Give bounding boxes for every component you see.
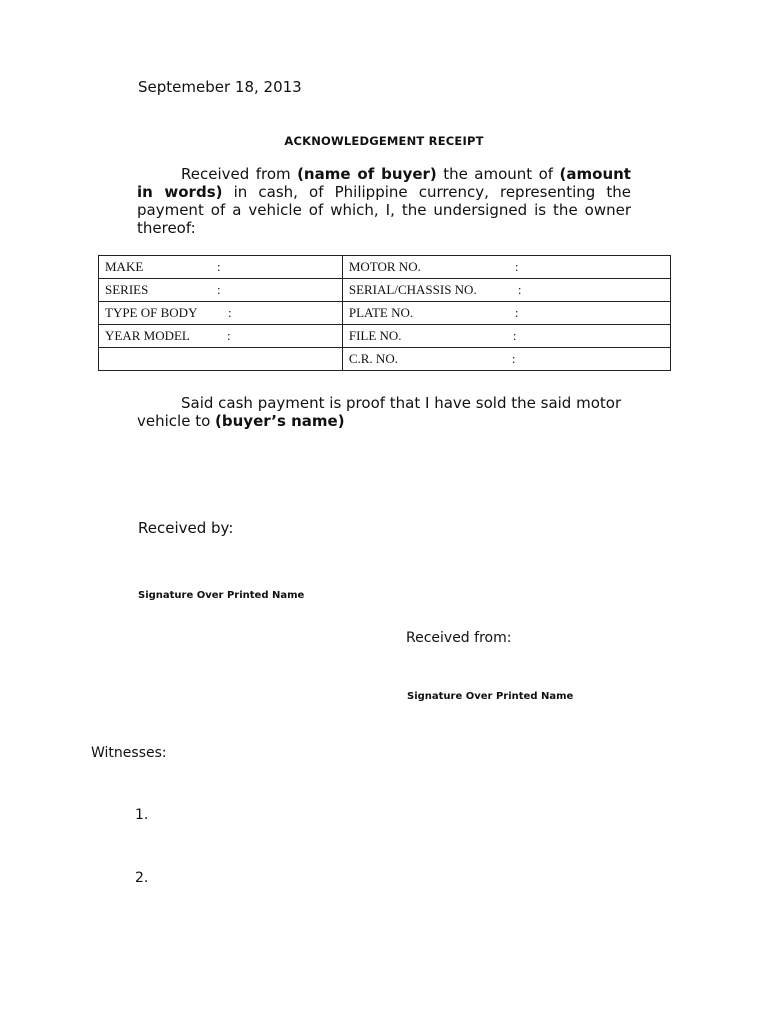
witness-item-2: 2. [135,870,149,886]
table-cell [342,256,670,279]
make-label: MAKE [105,259,144,274]
date: Septemeber 18, 2013 [138,78,302,96]
amount-placeholder: (amount in words) [137,165,631,201]
document-title: ACKNOWLEDGEMENT RECEIPT [284,134,484,148]
proof-paragraph [137,394,637,430]
paragraph-text: Said cash payment is proof that I have sold the said motor vehicle to [137,394,622,430]
plate-no-label: PLATE NO. [348,305,414,320]
cr-no-label: C.R. NO. [348,351,398,366]
paragraph-text: Received from [181,165,298,183]
table-cell [99,279,343,302]
colon: : [512,328,517,343]
receipt-paragraph [137,165,631,237]
table-cell [342,325,670,348]
colon: : [514,305,519,320]
buyer-name-placeholder: (buyer’s name) [215,412,345,430]
colon: : [217,259,221,274]
table-cell [99,302,343,325]
table-cell [342,348,670,371]
series-label: SERIES [105,282,149,297]
table-row [99,256,671,279]
signature-label-received-by: Signature Over Printed Name [138,590,305,601]
colon: : [217,282,221,297]
year-model-label: YEAR MODEL [105,328,190,343]
colon: : [227,328,231,343]
witness-item-1: 1. [135,807,149,823]
table-row [99,325,671,348]
vehicle-details-table [98,255,671,371]
motor-no-label: MOTOR NO. [348,259,421,274]
table-row [99,302,671,325]
file-no-label: FILE NO. [348,328,402,343]
colon: : [511,351,516,366]
colon: : [514,259,519,274]
colon: : [517,282,522,297]
table-cell [99,256,343,279]
received-from-label: Received from: [406,630,512,646]
table-cell [99,348,343,371]
table-row [99,348,671,371]
type-of-body-label: TYPE OF BODY [105,305,198,320]
received-by-label: Received by: [138,519,234,537]
paragraph-text: in cash, of Philippine currency, representing the payment of a vehicle of which, I, the undersigned is the owner thereof: [137,183,632,237]
witnesses-label: Witnesses: [91,745,167,761]
serial-chassis-no-label: SERIAL/CHASSIS NO. [348,282,477,297]
table-cell [99,325,343,348]
buyer-name-placeholder: (name of buyer) [297,165,437,183]
table-row [99,279,671,302]
table-cell [342,279,670,302]
paragraph-text: the amount of [436,165,560,183]
table-cell [342,302,670,325]
signature-label-received-from: Signature Over Printed Name [407,691,574,702]
colon: : [228,305,232,320]
